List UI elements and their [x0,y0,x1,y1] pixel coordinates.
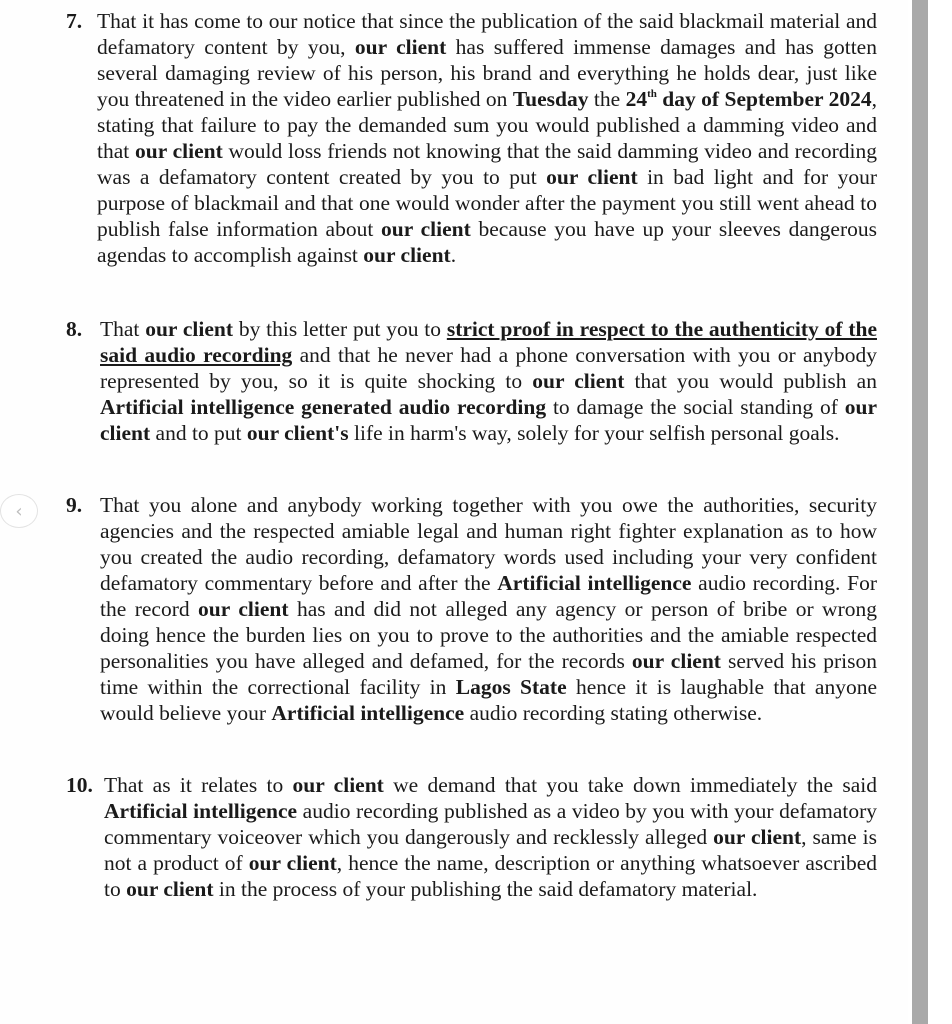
bold-text: our client [135,139,223,163]
bold-text: day of September 2024 [656,87,872,111]
bold-text: our client [546,165,638,189]
bold-text: th [647,88,657,100]
bold-text: Tuesday [512,87,589,111]
back-button[interactable] [0,494,38,528]
bold-text: Artificial intelligence [497,571,692,595]
bold-text: our client [145,317,234,341]
bold-text: our client [100,395,877,445]
item-number: 10. [66,773,93,797]
bold-text: Artificial intelligence generated audio recording [100,395,547,419]
paragraph-text: and that he never had a phone conversation with you or anybody represented by you, so it is quite shocking to [100,343,877,393]
paragraph-10 [104,772,877,902]
paragraph-text: and to put [150,421,247,445]
paragraph-text: would loss friends not knowing that the said damming video and recording was a defamatory content created by you to put [97,139,877,189]
paragraph-text: . [450,243,457,267]
bold-text: our client's [246,421,349,445]
paragraph-text: audio recording. For the record [100,571,877,621]
paragraph-text: That as it relates to [104,773,293,797]
bold-text: Artificial intelligence [271,701,465,725]
paragraph-text: life in harm's way, solely for your selfish personal goals. [348,421,840,445]
paragraph-text: by this letter put you to [233,317,447,341]
paragraph-9 [100,492,877,726]
paragraph-text: has and did not alleged any agency or person of bribe or wrong doing hence the burden lies on you to prove to the authorities and the amiable respected personalities you have alleged and defamed, for the records [100,597,877,673]
paragraph-text: , stating that failure to pay the demanded sum you would published a damming video and that [97,87,877,163]
paragraph-text: audio recording published as a video by you with your defamatory commentary voiceover which you dangerously and recklessly alleged [104,799,877,849]
bold-text: Lagos State [455,675,567,699]
underlined-emphasis: strict proof in respect to the authenticity of the said audio recording [100,317,877,367]
paragraph-text: That [100,317,146,341]
paragraph-text: hence it is laughable that anyone would believe your [100,675,877,725]
bold-text: our client [381,217,471,241]
paragraph-text: that you would publish an [624,369,877,393]
bold-text: 24 [625,87,648,111]
bold-text: our client [713,825,802,849]
bold-text: our client [354,35,447,59]
bold-text: our client [631,649,721,673]
paragraph-text: because you have up your sleeves dangerous agendas to accomplish against [97,217,877,267]
paragraph-text: in bad light and for your purpose of blackmail and that one would wonder after the payment you still went ahead to publish false information about [97,165,877,241]
bold-text: Artificial intelligence [104,799,298,823]
paragraph-text: to damage the social standing of [546,395,845,419]
bold-text: our client [126,877,214,901]
paragraph-text: , same is not a product of [104,825,877,875]
chevron-left-icon: ‹ [15,500,23,522]
bold-text: our client [363,243,451,267]
paragraph-text: we demand that you take down immediately the said [383,773,878,797]
paragraph-text: That you alone and anybody working together with you owe the authorities, security agencies and the respected amiable legal and human right fighter explanation as to how you created the audio recording, defamatory words used including your very confident defamatory commentary before and after the [100,493,877,595]
bold-text: our client [198,597,289,621]
bold-text: our client [248,851,337,875]
scrollbar-thumb[interactable] [912,0,928,1024]
paragraph-text: the [588,87,626,111]
item-number: 9. [66,493,83,517]
bold-text: our client [292,773,384,797]
item-number: 7. [66,9,83,33]
item-number: 8. [66,317,83,341]
paragraph-8 [100,316,877,446]
paragraph-text: , hence the name, description or anything whatsoever ascribed to [104,851,877,901]
paragraph-text: served his prison time within the correctional facility in [100,649,877,699]
paragraph-text: audio recording stating otherwise. [464,701,763,725]
bold-text: our client [532,369,625,393]
paragraph-text: in the process of your publishing the said defamatory material. [213,877,758,901]
paragraph-7 [97,8,877,268]
paragraph-text: That it has come to our notice that since the publication of the said blackmail material and defamatory content by you, [97,9,877,59]
paragraph-text: has suffered immense damages and has gotten several damaging review of his person, his brand and everything he holds dear, just like you threatened in the video earlier published on [97,35,877,111]
